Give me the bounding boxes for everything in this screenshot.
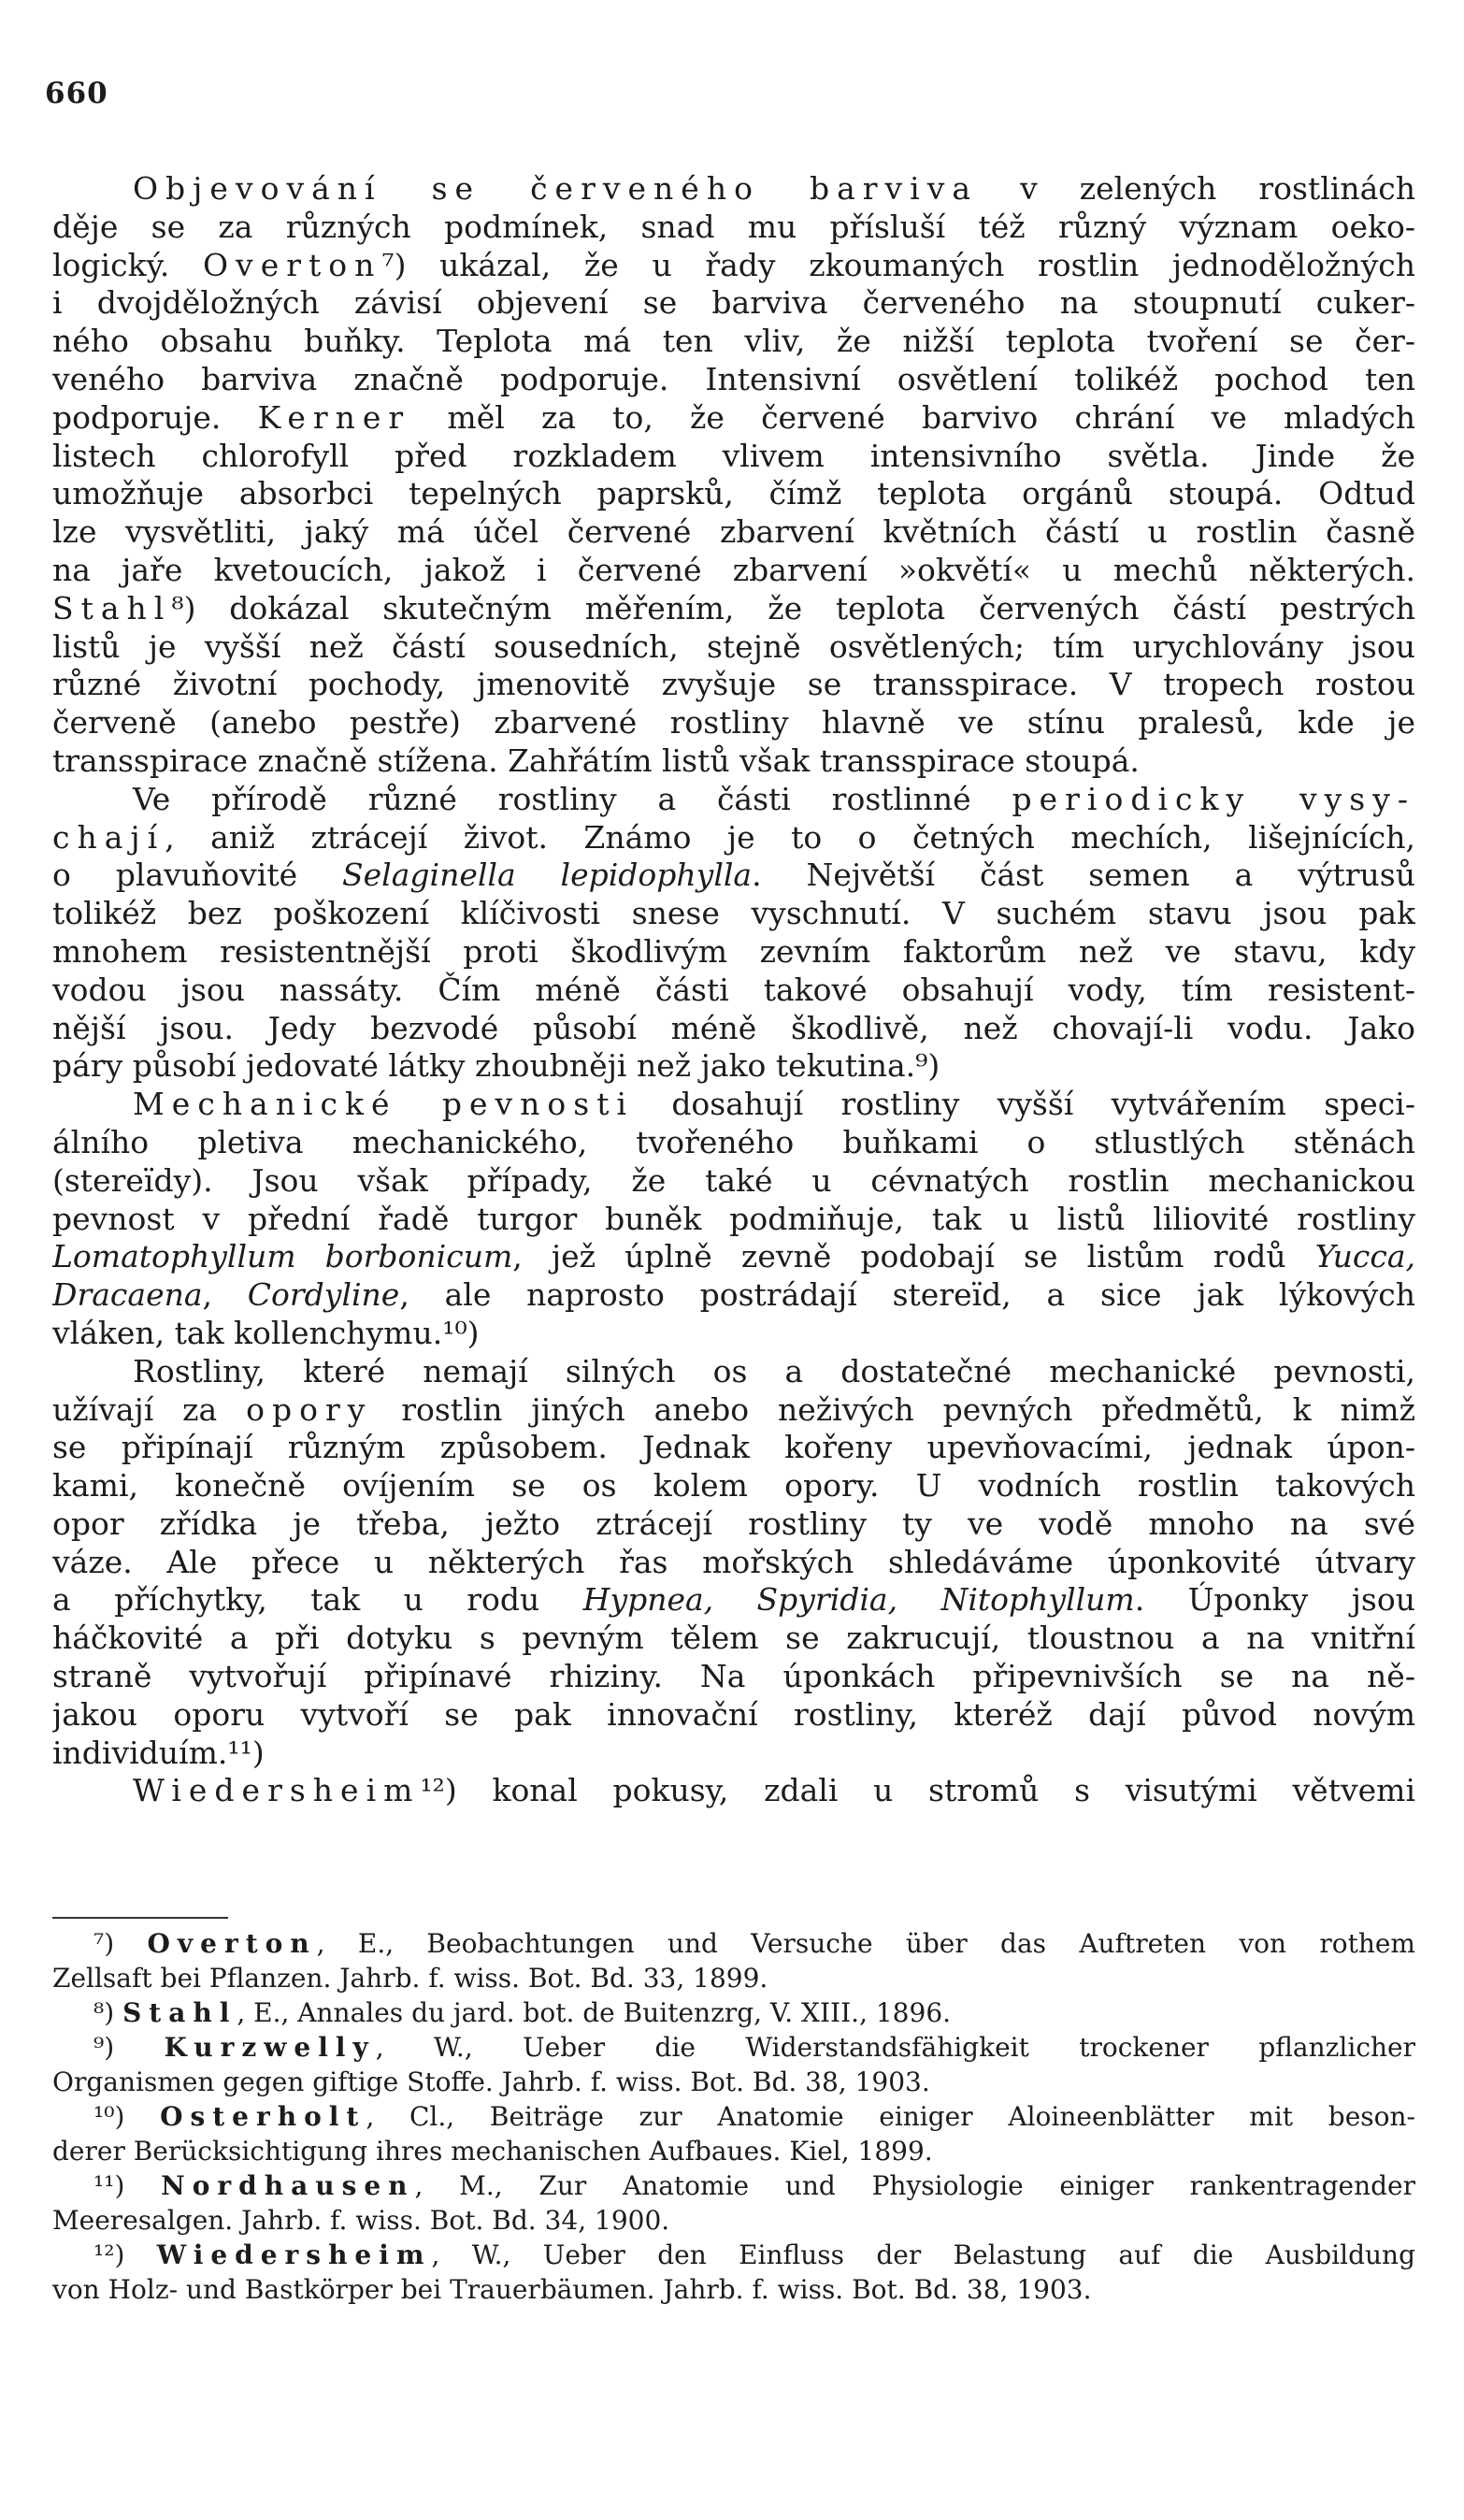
author-name: Wiedersheim: [133, 1772, 421, 1809]
footnote-line: ⁷) Overton, E., Beobachtungen und Versuche über das Auftreten von rothem: [93, 1928, 1415, 1959]
text-line: vláken, tak kollenchymu.¹⁰): [52, 1314, 480, 1351]
text-line: Ve přírodě různé rostliny a části rostlinné periodicky vysy-: [133, 780, 1415, 817]
footnote-line: Zellsaft bei Pflanzen. Jahrb. f. wiss. Bot. Bd. 33, 1899.: [52, 1963, 768, 1994]
text-line: pevnost v přední řadě turgor buněk podmiňuje, tak u listů liliovité rostliny: [52, 1200, 1415, 1237]
footnote-line: Meeresalgen. Jahrb. f. wiss. Bot. Bd. 34, 1900.: [52, 2205, 670, 2236]
text-line: (stereïdy). Jsou však případy, že také u cévnatých rostlin mechanickou: [52, 1161, 1415, 1199]
text-line: chají, aniž ztrácejí život. Známo je to o četných mechích, lišejnících,: [52, 818, 1415, 856]
genus-name: Yucca,: [1314, 1238, 1415, 1275]
cited-author: Osterholt: [160, 2101, 366, 2132]
footnote-line: ¹¹) Nordhausen, M., Zur Anatomie und Physiologie einiger rankentragender: [93, 2170, 1415, 2201]
species-name: Lomatophyllum borbonicum: [52, 1238, 513, 1275]
text-line: Wiedersheim¹²) konal pokusy, zdali u stromů s visutými větvemi: [133, 1772, 1415, 1809]
text-line: háčkovité a při dotyku s pevným tělem se zakrucují, tloustnou a na vnitřní: [52, 1620, 1415, 1657]
text-line: a příchytky, tak u rodu Hypnea, Spyridia, Nitophyllum. Úponky jsou: [52, 1581, 1415, 1619]
text-line: opor zřídka je třeba, ježto ztrácejí rostliny ty ve vodě mnoho na své: [52, 1505, 1415, 1542]
text-line: Objevování se červeného barviva v zelených rostlinách: [133, 170, 1415, 207]
text-line: mnohem resistentnější proti škodlivým zevním faktorům než ve stavu, kdy: [52, 932, 1415, 970]
species-name: Selaginella lepidophylla: [342, 857, 753, 894]
text-line: nější jsou. Jedy bezvodé působí méně škodlivě, než chovají-li vodu. Jako: [52, 1009, 1415, 1046]
text-line: veného barviva značně podporuje. Intensivní osvětlení tolikéž pochod ten: [52, 360, 1415, 397]
text-line: Mechanické pevnosti dosahují rostliny vyšší vytvářením speci-: [133, 1086, 1415, 1123]
author-name: Kerner: [257, 398, 411, 436]
text-line: ného obsahu buňky. Teplota má ten vliv, že nižší teplota tvoření se čer-: [52, 323, 1415, 360]
text-line: i dvojděložných závisí objevení se barviva červeného na stoupnutí cuker-: [52, 284, 1415, 322]
genus-name: Dracaena: [52, 1276, 203, 1314]
author-name: Overton: [203, 246, 382, 283]
text-line: transspirace značně stížena. Zahřátím listů však transspirace stoupá.: [52, 742, 1140, 779]
spaced-heading-objevovani: Objevování se červeného barviva: [133, 170, 979, 207]
footnote-line: derer Berücksichtigung ihres mechanischen Aufbaues. Kiel, 1899.: [52, 2136, 933, 2167]
text-line: kami, konečně ovíjením se os kolem opory. U vodních rostlin takových: [52, 1467, 1415, 1505]
text-line: užívají za opory rostlin jiných anebo neživých pevných předmětů, k nimž: [52, 1390, 1415, 1428]
text-line: tolikéž bez poškození klíčivosti snese vyschnutí. V suchém stavu jsou pak: [52, 895, 1415, 932]
footnote-line: von Holz- und Bastkörper bei Trauerbäumen. Jahrb. f. wiss. Bot. Bd. 38, 1903.: [52, 2274, 1092, 2305]
spaced-term-opory: opory: [246, 1390, 373, 1428]
body-text: [52, 170, 1415, 1810]
page-number: 660: [45, 77, 108, 110]
text-line: podporuje. Kerner měl za to, že červené barvivo chrání ve mladých: [52, 398, 1415, 436]
footnote-line: ¹⁰) Osterholt, Cl., Beiträge zur Anatomie einiger Aloineenblätter mit beson-: [93, 2101, 1415, 2132]
spaced-term-periodicky: periodicky vysy-: [1012, 780, 1415, 817]
text-line: děje se za různých podmínek, snad mu přísluší též různý význam oeko-: [52, 208, 1415, 245]
text-line: listech chlorofyll před rozkladem vlivem intensivního světla. Jinde že: [52, 437, 1415, 474]
footnote-line: ⁸) Stahl, E., Annales du jard. bot. de Buitenzrg, V. XIII., 1896.: [93, 1997, 952, 2028]
cited-author: Kurzwelly: [164, 2032, 376, 2063]
text-line: na jaře kvetoucích, jakož i červené zbarvení »okvětí« u mechů některých.: [52, 551, 1415, 588]
text-line: jakou oporu vytvoří se pak innovační rostliny, kteréž dají původ novým: [52, 1695, 1415, 1733]
genus-names: Hypnea, Spyridia, Nitophyllum: [582, 1581, 1135, 1619]
text-line: vodou jsou nassáty. Čím méně části takové obsahují vody, tím resistent-: [52, 971, 1415, 1008]
author-name: Stahl: [52, 589, 172, 626]
cited-author: Wiedersheim: [156, 2239, 432, 2270]
text-line: Lomatophyllum borbonicum, jež úplně zevně podobají se listům rodů Yucca,: [52, 1238, 1415, 1275]
text-line: páry působí jedovaté látky zhoubněji než jako tekutina.⁹): [52, 1047, 940, 1085]
text-line: individuím.¹¹): [52, 1734, 265, 1771]
text-line: o plavuňovité Selaginella lepidophylla. Největší část semen a výtrusů: [52, 857, 1415, 894]
text-line: Dracaena, Cordyline, ale naprosto postrádají stereïd, a sice jak lýkových: [52, 1276, 1415, 1314]
text-line: váze. Ale přece u některých řas mořských shledáváme úponkovité útvary: [52, 1543, 1415, 1580]
text-line: umožňuje absorbci tepelných paprsků, čímž teplota orgánů stoupá. Odtud: [52, 475, 1415, 512]
text-line: logický. Overton⁷) ukázal, že u řady zkoumaných rostlin jednoděložných: [52, 246, 1415, 283]
text-line: straně vytvořují připínavé rhiziny. Na úponkách připevnivších se na ně-: [52, 1658, 1415, 1695]
cited-author: Overton: [147, 1928, 317, 1959]
text-line: listů je vyšší než částí sousedních, stejně osvětlených; tím urychlovány jsou: [52, 627, 1415, 665]
spaced-heading-mechanicke: Mechanické pevnosti: [133, 1086, 635, 1123]
footnote-line: ⁹) Kurzwelly, W., Ueber die Widerstandsfähigkeit trockener pflanzlicher: [93, 2032, 1415, 2063]
text-line: Stahl⁸) dokázal skutečným měřením, že teplota červených částí pestrých: [52, 589, 1415, 626]
genus-name: Cordyline: [247, 1276, 400, 1314]
text-line: lze vysvětliti, jaký má účel červené zbarvení květních částí u rostlin časně: [52, 513, 1415, 551]
cited-author: Nordhausen: [161, 2170, 415, 2201]
text-line: červeně (anebo pestře) zbarvené rostliny hlavně ve stínu pralesů, kde je: [52, 704, 1415, 742]
spaced-term-vysychaji: chají: [52, 818, 165, 856]
text-line: álního pletiva mechanického, tvořeného buňkami o stlustlých stěnách: [52, 1123, 1415, 1160]
footnotes: [52, 1926, 1415, 2307]
footnote-line: Organismen gegen giftige Stoffe. Jahrb. f. wiss. Bot. Bd. 38, 1903.: [52, 2066, 930, 2097]
text-line: Rostliny, které nemají silných os a dostatečné mechanické pevnosti,: [133, 1352, 1415, 1390]
footnote-rule: [52, 1917, 228, 1919]
text-line: se připínají různým způsobem. Jednak kořeny upevňovacími, jednak úpon-: [52, 1429, 1415, 1466]
cited-author: Stahl: [122, 1997, 237, 2028]
text-line: různé životní pochody, jmenovitě zvyšuje se transspirace. V tropech rostou: [52, 666, 1415, 703]
footnote-line: ¹²) Wiedersheim, W., Ueber den Einfluss der Belastung auf die Ausbildung: [93, 2239, 1415, 2270]
